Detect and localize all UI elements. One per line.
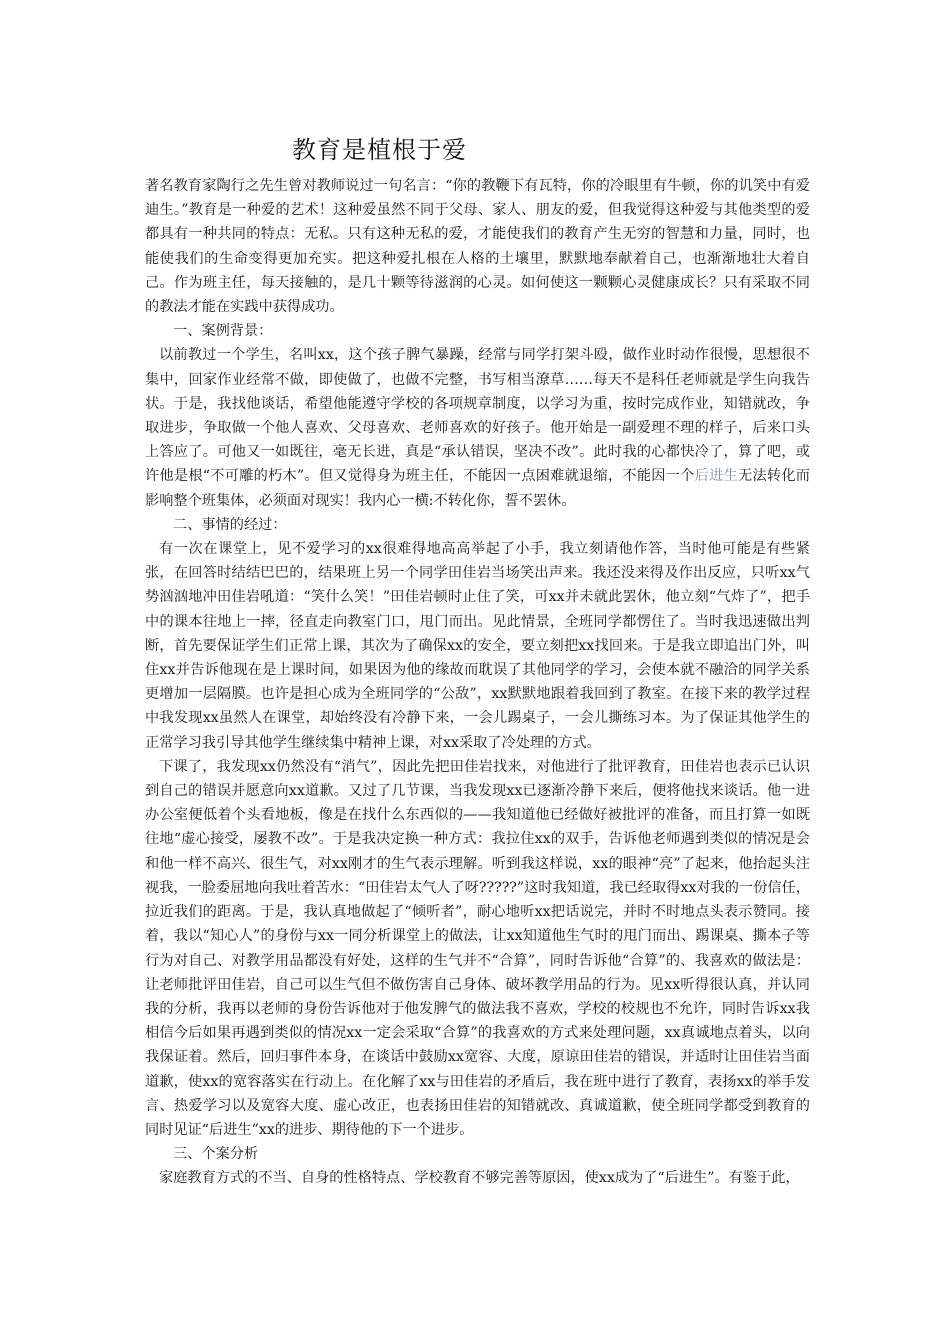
highlighted-term: 后进生 [694,468,738,485]
document-body [145,174,810,1191]
process-paragraph-1: 有一次在课堂上，见不爱学习的xx很难得地高高举起了小手，我立刻请他作答，当时他可能是有些紧张，在回答时结结巴巴的，结果班上另一个同学田佳岩当场笑出声来。我还没来得及作出反应，只听xx气势汹汹地冲田佳岩吼道：“笑什么笑！”田佳岩顿时止住了笑，可xx并未就此罢休，他立刻“气炸了”，把手中的课本往地上一摔，径直走向教室门口，甩门而出。见此情景，全班同学都愣住了。当时我迅速做出判断，首先要保证学生们正常上课，其次为了确保xx的安全，要立刻把xx找回来。于是我立即追出门外，叫住xx并告诉他现在是上课时间，如果因为他的缘故而耽误了其他同学的学习，会使本就不融洽的同学关系更增加一层隔膜。也许是担心成为全班同学的“公敌”，xx默默地跟着我回到了教室。在接下来的教学过程中我发现xx虽然人在课堂，却始终没有冷静下来，一会儿踢桌子，一会儿撕练习本。为了保证其他学生的正常学习我引导其他学生继续集中精神上课，对xx采取了冷处理的方式。 [145,541,810,751]
intro-paragraph: 著名教育家陶行之先生曾对教师说过一句名言：“你的教鞭下有瓦特，你的冷眼里有牛顿，你的讥笑中有爱迪生。”教育是一种爱的艺术！这种爱虽然不同于父母、家人、朋友的爱，但我觉得这种爱与其他类型的爱都具有一种共同的特点：无私。只有这种无私的爱，才能使我们的教育产生无穷的智慧和力量，同时，也能使我们的生命变得更加充实。把这种爱扎根在人格的土壤里，默默地奉献着自己，也渐渐地壮大着自己。作为班主任，每天接触的，是几十颗等待滋润的心灵。如何使这一颗颗心灵健康成长？只有采取不同的教法才能在实践中获得成功。 [145,178,810,316]
section-heading-process: 二、事情的经过： [173,516,287,533]
section-heading-background: 一、案例背景： [173,323,273,340]
background-text-b: 无法转化而影响整个班集体，必须面对现实！我内心一横:不转化你，誓不罢休。 [145,468,810,509]
background-text-a: 以前教过一个学生，名叫xx，这个孩子脾气暴躁，经常与同学打架斗殴，做作业时动作很慢，思想很不集中，回家作业经常不做，即使做了，也做不完整，书写相当潦草……每天不是科任老师就是学生向我告状。于是，我找他谈话，希望他能遵守学校的各项规章制度，以学习为重，按时完成作业，知错就改，争取进步，争取做一个他人喜欢、父母喜欢、老师喜欢的好孩子。他开始是一副爱理不理的样子，后来口头上答应了。可他又一如既往，毫无长进，真是“承认错误，坚决不改”。此时我的心都快冷了，算了吧，或许他是根“不可雕的朽木”。但又觉得身为班主任，不能因一点困难就退缩，不能因一个 [145,347,810,485]
analysis-paragraph: 家庭教育方式的不当、自身的性格特点、学校教育不够完善等原因，使xx成为了“后进生”。有鉴于此， [159,1170,800,1187]
document-title: 教育是植根于爱 [292,136,467,164]
background-paragraph [145,343,810,512]
section-heading-analysis: 三、个案分析 [173,1146,259,1163]
process-paragraph-2: 下课了，我发现xx仍然没有“消气”，因此先把田佳岩找来，对他进行了批评教育，田佳岩也表示已认识到自己的错误并愿意向xx道歉。又过了几节课，当我发现xx已逐渐冷静下来后，便将他找来谈话。他一进办公室便低着个头看地板，像是在找什么东西似的——我知道他已经做好被批评的准备，而且打算一如既往地“虚心接受，屡教不改”。于是我决定换一种方式：我拉住xx的双手，告诉他老师遇到类似的情况是会和他一样不高兴、很生气，对xx刚才的生气表示理解。听到我这样说，xx的眼神“亮”了起来，他抬起头注视我，一脸委屈地向我吐着苦水：“田佳岩太气人了呀?????”这时我知道，我已经取得xx对我的一份信任，拉近我们的距离。于是，我认真地做起了“倾听者”，耐心地听xx把话说完，并时不时地点头表示赞同。接着，我以“知心人”的身份与xx一同分析课堂上的做法，让xx知道他生气时的甩门而出、踢课桌、撕本子等行为对自己、对教学用品都没有好处，这样的生气并不“合算”，同时告诉他“合算”的、我喜欢的做法是：让老师批评田佳岩，自己可以生气但不做伤害自己身体、破坏教学用品的行为。见xx听得很认真，并认同我的分析，我再以老师的身份告诉他对于他发脾气的做法我不喜欢，学校的校规也不允许，同时告诉xx我相信今后如果再遇到类似的情况xx一定会采取“合算”的我喜欢的方式来处理问题，xx真诚地点着头，以向我保证着。然后，回归事件本身，在谈话中鼓励xx宽容、大度，原谅田佳岩的错误，并适时让田佳岩当面道歉，使xx的宽容落实在行动上。在化解了xx与田佳岩的矛盾后，我在班中进行了教育，表扬xx的举手发言、热爱学习以及宽容大度、虚心改正，也表扬田佳岩的知错就改、真诚道歉，使全班同学都受到教育的同时见证“后进生”xx的进步、期待他的下一个进步。 [145,758,810,1138]
